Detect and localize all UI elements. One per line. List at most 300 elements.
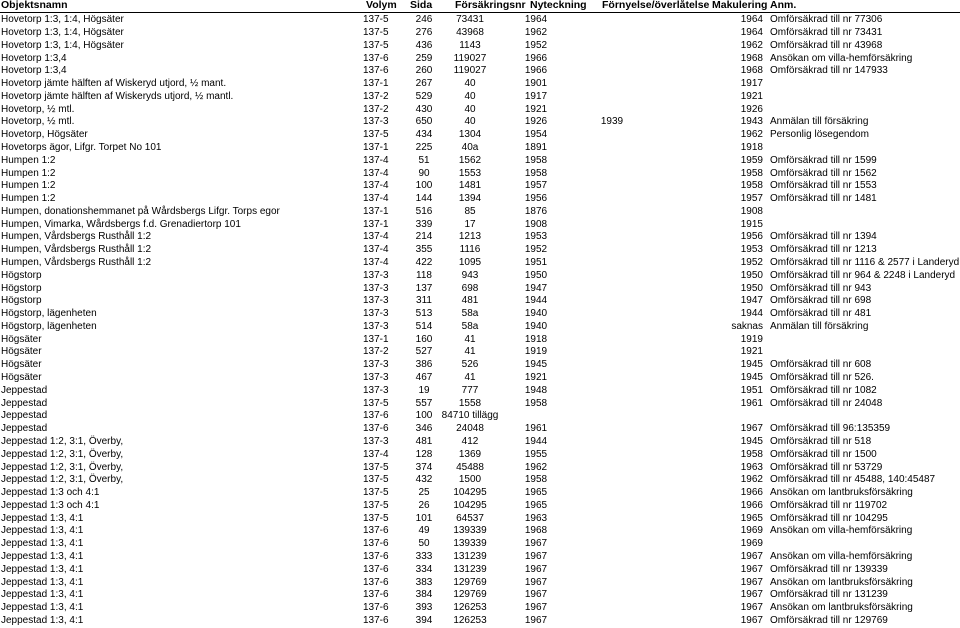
cell-objektsnamn: Högstorp: [1, 282, 42, 294]
cell-makulering: saknas: [731, 320, 763, 332]
table-row[interactable]: [0, 40, 960, 53]
cell-sida: 100: [415, 180, 433, 192]
cell-sida: 333: [415, 550, 433, 562]
cell-volym: 137-6: [363, 423, 389, 435]
cell-sida: 430: [415, 103, 433, 115]
cell-nyteckning: 1919: [524, 346, 548, 358]
cell-nyteckning: 1947: [524, 282, 548, 294]
cell-forsakringsnr: 131239: [453, 563, 487, 575]
cell-forsakringsnr: 698: [461, 282, 479, 294]
cell-nyteckning: 1965: [524, 499, 548, 511]
cell-anm: Omförsäkrad till nr 1553: [770, 180, 877, 192]
table-row[interactable]: [0, 206, 960, 219]
cell-sida: 557: [415, 397, 433, 409]
table-row[interactable]: [0, 474, 960, 487]
cell-makulering: 1944: [740, 308, 763, 320]
cell-anm: Omförsäkrad till nr 1116 & 2577 i Landeryd: [770, 257, 960, 269]
cell-forsakringsnr: 526: [461, 359, 479, 371]
cell-anm: Ansökan om lantbruksförsäkring: [770, 487, 913, 499]
cell-anm: Omförsäkrad till nr 481: [770, 308, 872, 320]
cell-volym: 137-4: [363, 257, 389, 269]
cell-objektsnamn: Högstorp, lägenheten: [1, 320, 97, 332]
cell-makulering: 1921: [740, 346, 763, 358]
cell-sida: 394: [415, 614, 433, 626]
cell-objektsnamn: Jeppestad 1:3, 4:1: [1, 589, 84, 601]
cell-objektsnamn: Hovetorp, ½ mtl.: [1, 116, 75, 128]
cell-nyteckning: 1962: [524, 26, 548, 38]
cell-makulering: 1943: [740, 116, 763, 128]
cell-makulering: 1919: [740, 333, 763, 345]
cell-volym: 137-5: [363, 512, 389, 524]
cell-nyteckning: 1952: [524, 244, 548, 256]
cell-objektsnamn: Hovetorp 1:3,4: [1, 52, 67, 64]
cell-makulering: 1918: [740, 142, 763, 153]
cell-objektsnamn: Humpen 1:2: [1, 154, 56, 166]
table-row[interactable]: [0, 231, 960, 244]
cell-nyteckning: 1948: [524, 384, 548, 396]
cell-volym: 137-4: [363, 180, 389, 192]
cell-sida: 260: [415, 65, 433, 77]
cell-objektsnamn: Jeppestad 1:3, 4:1: [1, 525, 84, 537]
cell-anm: Omförsäkrad till nr 53729: [770, 461, 883, 473]
cell-objektsnamn: Jeppestad 1:3, 4:1: [1, 602, 84, 614]
cell-makulering: 1959: [740, 154, 763, 166]
table-row[interactable]: [0, 385, 960, 398]
cell-sida: 225: [415, 142, 433, 153]
cell-objektsnamn: Jeppestad 1:3, 4:1: [1, 550, 84, 562]
cell-forsakringsnr: 84710 tillägg: [441, 410, 499, 422]
table-row[interactable]: [0, 283, 960, 296]
table-row[interactable]: [0, 180, 960, 193]
table-row[interactable]: [0, 577, 960, 590]
cell-anm: Omförsäkrad till nr 24048: [770, 397, 883, 409]
cell-objektsnamn: Högsäter: [1, 333, 42, 345]
cell-sida: 516: [415, 205, 433, 217]
cell-makulering: 1966: [740, 487, 763, 499]
table-row[interactable]: [0, 104, 960, 117]
cell-objektsnamn: Jeppestad 1:3 och 4:1: [1, 487, 100, 499]
cell-volym: 137-6: [363, 576, 389, 588]
cell-nyteckning: 1966: [524, 65, 548, 77]
table-row[interactable]: [0, 410, 960, 423]
cell-volym: 137-1: [363, 78, 389, 90]
table-row[interactable]: [0, 334, 960, 347]
table-row[interactable]: [0, 487, 960, 500]
cell-nyteckning: 1944: [524, 295, 548, 307]
cell-objektsnamn: Högstorp: [1, 269, 42, 281]
header-anm[interactable]: Anm.: [770, 0, 797, 11]
cell-makulering: 1968: [740, 65, 763, 77]
cell-volym: 137-4: [363, 244, 389, 256]
cell-nyteckning: 1944: [524, 435, 548, 447]
cell-forsakringsnr: 1095: [458, 257, 482, 269]
cell-sida: 514: [415, 320, 433, 332]
cell-makulering: 1950: [740, 282, 763, 294]
table-row[interactable]: [0, 65, 960, 78]
cell-anm: Omförsäkrad till nr 943: [770, 282, 872, 294]
cell-anm: Omförsäkrad till nr 1500: [770, 448, 877, 460]
cell-forsakringsnr: 1143: [459, 39, 481, 51]
header-volym[interactable]: Volym: [366, 0, 397, 11]
cell-forsakringsnr: 58a: [461, 320, 479, 332]
cell-volym: 137-6: [363, 602, 389, 614]
cell-makulering: 1917: [740, 78, 763, 90]
cell-sida: 334: [415, 563, 433, 575]
header-forsakringsnr[interactable]: Försäkringsnr: [455, 0, 526, 11]
cell-sida: 393: [415, 602, 433, 614]
table-row[interactable]: [0, 615, 960, 628]
table-row[interactable]: [0, 449, 960, 462]
cell-volym: 137-6: [363, 563, 389, 575]
cell-makulering: 1968: [740, 52, 763, 64]
cell-volym: 137-4: [363, 448, 389, 460]
cell-volym: 137-2: [363, 90, 389, 102]
cell-forsakringsnr: 481: [461, 295, 479, 307]
cell-objektsnamn: Hovetorp, ½ mtl.: [1, 103, 75, 115]
cell-nyteckning: 1940: [524, 320, 548, 332]
header-fornyelse[interactable]: Förnyelse/överlåtelse: [602, 0, 710, 11]
cell-volym: 137-6: [363, 550, 389, 562]
table-row[interactable]: [0, 53, 960, 66]
table-row[interactable]: [0, 91, 960, 104]
cell-anm: Omförsäkrad till nr 1394: [770, 231, 877, 243]
cell-nyteckning: 1953: [524, 231, 548, 243]
cell-anm: Omförsäkrad till nr 129769: [770, 614, 888, 626]
cell-forsakringsnr: 104295: [453, 487, 487, 499]
cell-volym: 137-3: [363, 308, 389, 320]
cell-anm: Omförsäkrad till nr 608: [770, 359, 872, 371]
header-makulering[interactable]: Makulering: [712, 0, 768, 11]
cell-makulering: 1964: [740, 14, 763, 26]
cell-sida: 214: [415, 231, 433, 243]
cell-forsakringsnr: 126253: [453, 602, 487, 614]
cell-nyteckning: 1967: [524, 538, 548, 550]
cell-anm: Omförsäkrad till 96:135359: [770, 423, 891, 435]
cell-makulering: 1958: [740, 167, 763, 179]
table-row[interactable]: [0, 244, 960, 257]
cell-volym: 137-6: [363, 410, 389, 422]
cell-sida: 49: [418, 525, 430, 537]
cell-forsakringsnr: 126253: [453, 614, 487, 626]
cell-objektsnamn: Jeppestad 1:2, 3:1, Överby,: [1, 461, 124, 473]
cell-volym: 137-2: [363, 346, 389, 358]
header-sida[interactable]: Sida: [410, 0, 433, 11]
cell-anm: Omförsäkrad till nr 43968: [770, 39, 883, 51]
table-row[interactable]: [0, 308, 960, 321]
cell-nyteckning: 1952: [524, 39, 548, 51]
cell-anm: Ansökan om villa-hemförsäkring: [770, 550, 913, 562]
cell-sida: 90: [418, 167, 430, 179]
cell-forsakringsnr: 85: [464, 205, 476, 217]
cell-nyteckning: 1917: [524, 90, 548, 102]
table-row[interactable]: [0, 538, 960, 551]
cell-sida: 101: [415, 512, 433, 524]
cell-volym: 137-3: [363, 295, 389, 307]
cell-volym: 137-2: [363, 103, 389, 115]
cell-volym: 137-5: [363, 39, 389, 51]
cell-objektsnamn: Humpen 1:2: [1, 193, 56, 205]
cell-forsakringsnr: 139339: [453, 525, 487, 537]
cell-objektsnamn: Jeppestad: [1, 397, 48, 409]
cell-makulering: 1951: [740, 384, 763, 396]
cell-anm: Ansökan om lantbruksförsäkring: [770, 576, 913, 588]
cell-forsakringsnr: 40: [464, 103, 476, 115]
cell-sida: 100: [415, 410, 433, 422]
cell-objektsnamn: Jeppestad 1:3, 4:1: [1, 563, 84, 575]
cell-forsakringsnr: 1369: [458, 448, 482, 460]
cell-makulering: 1962: [740, 129, 763, 141]
table-row[interactable]: [0, 142, 960, 155]
cell-makulering: 1958: [740, 448, 763, 460]
table-row[interactable]: [0, 270, 960, 283]
cell-nyteckning: 1945: [524, 359, 548, 371]
cell-objektsnamn: Hovetorp 1:3, 1:4, Högsäter: [1, 26, 124, 38]
table-row[interactable]: [0, 257, 960, 270]
cell-objektsnamn: Jeppestad 1:3, 4:1: [1, 512, 84, 524]
table-row[interactable]: [0, 27, 960, 40]
cell-sida: 267: [415, 78, 433, 90]
cell-makulering: 1953: [740, 244, 763, 256]
cell-forsakringsnr: 139339: [453, 538, 487, 550]
table-row[interactable]: [0, 321, 960, 334]
cell-objektsnamn: Hovetorps ägor, Lifgr. Torpet No 101: [1, 142, 162, 153]
table-row[interactable]: [0, 295, 960, 308]
table-header: [0, 0, 960, 13]
cell-objektsnamn: Jeppestad 1:3, 4:1: [1, 538, 84, 550]
cell-objektsnamn: Jeppestad 1:2, 3:1, Överby,: [1, 435, 124, 447]
cell-nyteckning: 1958: [524, 167, 548, 179]
cell-nyteckning: 1958: [524, 154, 548, 166]
cell-sida: 650: [415, 116, 433, 128]
cell-forsakringsnr: 64537: [456, 512, 484, 524]
table-row[interactable]: [0, 513, 960, 526]
cell-sida: 137: [415, 282, 433, 294]
table-row[interactable]: [0, 359, 960, 372]
cell-forsakringsnr: 1116: [459, 244, 481, 256]
cell-objektsnamn: Humpen 1:2: [1, 180, 56, 192]
table-row[interactable]: [0, 14, 960, 27]
cell-sida: 432: [415, 474, 433, 486]
cell-anm: Omförsäkrad till nr 73431: [770, 26, 883, 38]
cell-volym: 137-3: [363, 435, 389, 447]
cell-forsakringsnr: 17: [464, 218, 476, 230]
cell-nyteckning: 1901: [524, 78, 548, 90]
cell-sida: 276: [415, 26, 433, 38]
table-row[interactable]: [0, 436, 960, 449]
cell-volym: 137-3: [363, 372, 389, 384]
cell-makulering: 1967: [740, 423, 763, 435]
cell-volym: 137-1: [363, 218, 389, 230]
cell-makulering: 1967: [740, 614, 763, 626]
cell-makulering: 1966: [740, 499, 763, 511]
table-row[interactable]: [0, 116, 960, 129]
cell-forsakringsnr: 1213: [458, 231, 482, 243]
cell-makulering: 1957: [740, 193, 763, 205]
cell-volym: 137-6: [363, 525, 389, 537]
cell-objektsnamn: Jeppestad: [1, 410, 48, 422]
cell-sida: 311: [416, 295, 432, 307]
cell-anm: Omförsäkrad till nr 518: [770, 435, 872, 447]
cell-makulering: 1945: [740, 359, 763, 371]
cell-anm: Omförsäkrad till nr 1082: [770, 384, 877, 396]
table-row[interactable]: [0, 168, 960, 181]
cell-sida: 26: [418, 499, 430, 511]
cell-forsakringsnr: 40: [464, 78, 476, 90]
cell-sida: 436: [415, 39, 433, 51]
cell-makulering: 1967: [740, 576, 763, 588]
table-row[interactable]: [0, 398, 960, 411]
table-row[interactable]: [0, 423, 960, 436]
table-row[interactable]: [0, 219, 960, 232]
cell-objektsnamn: Hovetorp jämte hälften af Wiskeryds utjord, ½ mantl.: [1, 90, 234, 102]
cell-forsakringsnr: 129769: [453, 576, 487, 588]
cell-forsakringsnr: 1558: [458, 397, 482, 409]
cell-objektsnamn: Humpen, donationshemmanet på Wårdsbergs Lifgr. Torps egor: [1, 205, 280, 217]
cell-nyteckning: 1950: [524, 269, 548, 281]
cell-sida: 355: [415, 244, 433, 256]
cell-volym: 137-4: [363, 193, 389, 205]
cell-makulering: 1956: [740, 231, 763, 243]
cell-forsakringsnr: 43968: [456, 26, 484, 38]
cell-volym: 137-3: [363, 320, 389, 332]
cell-anm: Personlig lösegendom: [770, 129, 869, 141]
cell-nyteckning: 1891: [524, 142, 548, 153]
cell-nyteckning: 1967: [524, 614, 548, 626]
cell-forsakringsnr: 119027: [453, 52, 487, 64]
cell-forsakringsnr: 45488: [456, 461, 484, 473]
cell-nyteckning: 1958: [524, 397, 548, 409]
table-row[interactable]: [0, 462, 960, 475]
cell-anm: Omförsäkrad till nr 1213: [770, 244, 877, 256]
cell-volym: 137-3: [363, 282, 389, 294]
cell-volym: 137-1: [363, 142, 389, 153]
table-row[interactable]: [0, 372, 960, 385]
cell-forsakringsnr: 41: [464, 372, 476, 384]
cell-makulering: 1963: [740, 461, 763, 473]
cell-anm: Anmälan till försäkring: [770, 116, 869, 128]
cell-nyteckning: 1962: [524, 461, 548, 473]
cell-sida: 467: [415, 372, 433, 384]
cell-objektsnamn: Högstorp: [1, 295, 42, 307]
table-row[interactable]: [0, 525, 960, 538]
cell-sida: 386: [415, 359, 433, 371]
cell-makulering: 1967: [740, 602, 763, 614]
cell-nyteckning: 1940: [524, 308, 548, 320]
cell-nyteckning: 1954: [524, 129, 548, 141]
cell-volym: 137-6: [363, 52, 389, 64]
cell-objektsnamn: Hovetorp, Högsäter: [1, 129, 88, 141]
table-row[interactable]: [0, 129, 960, 142]
cell-volym: 137-3: [363, 116, 389, 128]
cell-objektsnamn: Jeppestad: [1, 423, 48, 435]
cell-nyteckning: 1957: [524, 180, 548, 192]
cell-anm: Omförsäkrad till nr 131239: [770, 589, 888, 601]
cell-sida: 339: [415, 218, 433, 230]
cell-forsakringsnr: 943: [461, 269, 479, 281]
cell-makulering: 1967: [740, 563, 763, 575]
cell-nyteckning: 1967: [524, 576, 548, 588]
cell-makulering: 1921: [740, 90, 763, 102]
table-row[interactable]: [0, 193, 960, 206]
cell-makulering: 1915: [740, 218, 763, 230]
cell-objektsnamn: Hovetorp 1:3,4: [1, 65, 67, 77]
cell-forsakringsnr: 41: [464, 346, 476, 358]
cell-anm: Omförsäkrad till nr 77306: [770, 14, 883, 26]
cell-makulering: 1908: [740, 205, 763, 217]
cell-makulering: 1947: [740, 295, 763, 307]
cell-sida: 259: [415, 52, 433, 64]
cell-sida: 383: [415, 576, 433, 588]
cell-sida: 144: [415, 193, 433, 205]
cell-sida: 19: [418, 384, 430, 396]
cell-objektsnamn: Jeppestad 1:3 och 4:1: [1, 499, 100, 511]
cell-nyteckning: 1965: [524, 487, 548, 499]
cell-anm: Omförsäkrad till nr 119702: [770, 499, 888, 511]
cell-sida: 346: [415, 423, 433, 435]
table-row[interactable]: [0, 589, 960, 602]
cell-sida: 246: [415, 14, 433, 26]
table-row[interactable]: [0, 155, 960, 168]
cell-objektsnamn: Humpen, Vårdsbergs Rusthåll 1:2: [1, 231, 152, 243]
cell-objektsnamn: Jeppestad 1:2, 3:1, Överby,: [1, 474, 124, 486]
cell-forsakringsnr: 119027: [453, 65, 487, 77]
cell-anm: Omförsäkrad till nr 1562: [770, 167, 877, 179]
cell-nyteckning: 1926: [524, 116, 548, 128]
cell-forsakringsnr: 1553: [458, 167, 482, 179]
cell-objektsnamn: Högstorp, lägenheten: [1, 308, 97, 320]
cell-forsakringsnr: 40: [464, 116, 476, 128]
cell-sida: 481: [415, 435, 433, 447]
cell-sida: 527: [415, 346, 433, 358]
cell-nyteckning: 1967: [524, 602, 548, 614]
table-row[interactable]: [0, 346, 960, 359]
header-objektsnamn[interactable]: Objektsnamn: [1, 0, 68, 11]
cell-sida: 51: [418, 154, 430, 166]
cell-makulering: 1969: [740, 525, 763, 537]
cell-forsakringsnr: 40a: [461, 142, 479, 153]
cell-nyteckning: 1963: [524, 512, 548, 524]
cell-nyteckning: 1968: [524, 525, 548, 537]
cell-nyteckning: 1918: [524, 333, 548, 345]
cell-objektsnamn: Högsäter: [1, 346, 42, 358]
cell-makulering: 1958: [740, 180, 763, 192]
cell-nyteckning: 1955: [524, 448, 548, 460]
table-row[interactable]: [0, 564, 960, 577]
cell-volym: 137-5: [363, 499, 389, 511]
cell-volym: 137-5: [363, 129, 389, 141]
cell-forsakringsnr: 1481: [458, 180, 482, 192]
cell-sida: 50: [418, 538, 430, 550]
cell-objektsnamn: Jeppestad 1:3, 4:1: [1, 614, 84, 626]
table-row[interactable]: [0, 602, 960, 615]
table-row[interactable]: [0, 551, 960, 564]
cell-objektsnamn: Högsäter: [1, 359, 42, 371]
table-row[interactable]: [0, 500, 960, 513]
cell-nyteckning: 1876: [524, 205, 548, 217]
cell-volym: 137-5: [363, 26, 389, 38]
cell-nyteckning: 1967: [524, 563, 548, 575]
table-row[interactable]: [0, 78, 960, 91]
cell-nyteckning: 1967: [524, 589, 548, 601]
cell-makulering: 1926: [740, 103, 763, 115]
cell-anm: Omförsäkrad till nr 104295: [770, 512, 888, 524]
header-nyteckning[interactable]: Nyteckning: [530, 0, 587, 11]
cell-volym: 137-3: [363, 359, 389, 371]
cell-nyteckning: 1966: [524, 52, 548, 64]
cell-forsakringsnr: 40: [464, 90, 476, 102]
cell-objektsnamn: Humpen, Vimarka, Wårdsbergs f.d. Grenadiertorp 101: [1, 218, 241, 230]
cell-objektsnamn: Humpen, Vårdsbergs Rusthåll 1:2: [1, 257, 152, 269]
